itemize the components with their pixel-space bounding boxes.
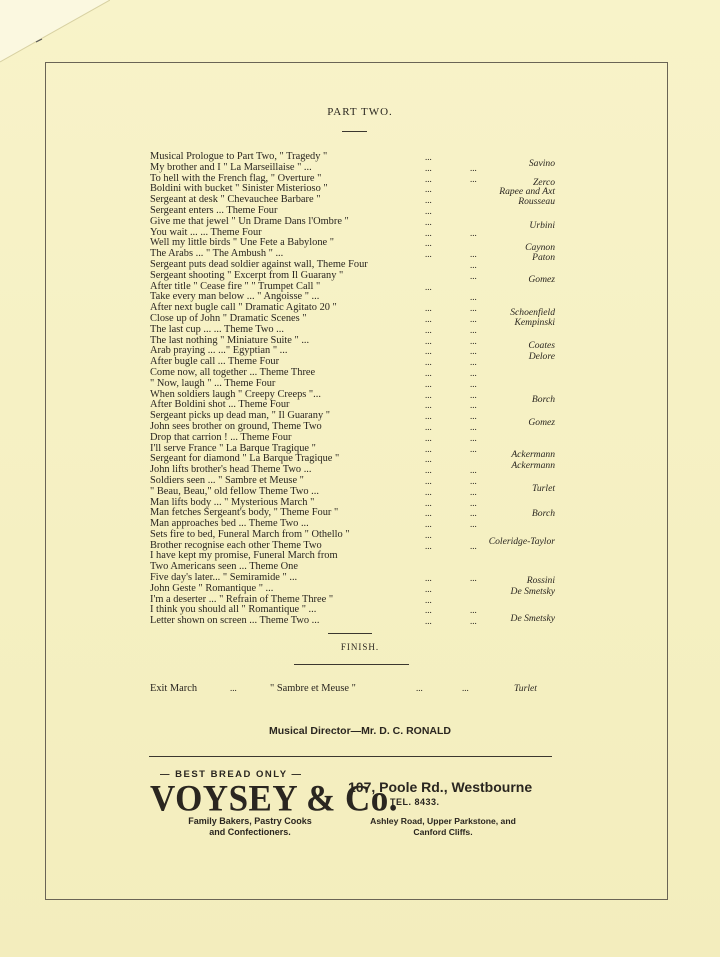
heading-rule: [342, 131, 367, 132]
part-heading: PART TWO.: [327, 106, 393, 118]
cue-leader-dots: ...: [470, 270, 477, 281]
composer-name: Kempinski: [514, 317, 555, 328]
cue-leader-dots: ...: [425, 465, 432, 476]
cue-leader-dots: ...: [470, 432, 477, 443]
cue-text: Man approaches bed ... Theme Two ...: [150, 518, 309, 530]
composer-name: De Smetsky: [510, 586, 555, 597]
cue-leader-dots: ...: [425, 411, 432, 422]
cue-leader-dots: ...: [425, 443, 432, 454]
composer-name: Rapee and Axt: [499, 186, 555, 197]
composer-name: Gomez: [528, 417, 555, 428]
composer-name: Savino: [528, 158, 555, 169]
cue-leader-dots: ...: [470, 162, 477, 173]
composer-column: [455, 152, 555, 632]
cue-leader-dots: ...: [425, 227, 432, 238]
cue-leader-dots: ...: [470, 486, 477, 497]
cue-text: To hell with the French flag, " Overture ": [150, 172, 322, 184]
exit-composer: Turlet: [514, 683, 537, 694]
composer-name: Schoenfield: [510, 307, 555, 318]
cue-leader-dots: ...: [470, 411, 477, 422]
cue-text: Sergeant picks up dead man, " Il Guarany ": [150, 410, 330, 422]
cue-leader-dots: ...: [470, 346, 477, 357]
cue-leader-dots: ...: [425, 508, 432, 519]
cue-text: Sets fire to bed, Funeral March from " Othello ": [150, 528, 350, 540]
cue-leader-dots: ...: [425, 519, 432, 530]
cue-text: Boldini with bucket " Sinister Misterioso ": [150, 183, 328, 195]
cue-text: After next bugle call " Dramatic Agitato 20 ": [150, 302, 337, 314]
composer-name: Borch: [531, 508, 555, 519]
cue-text: Man fetches Sergeant's body, " Theme Four ": [150, 507, 339, 519]
cue-text: John sees brother on ground, Theme Two: [150, 420, 322, 432]
cue-leader-dots: ...: [470, 249, 477, 260]
cue-text: You wait ... ... Theme Four: [150, 226, 262, 238]
composer-name: Borch: [531, 394, 555, 405]
cue-leader-dots: ...: [425, 378, 432, 389]
cue-text: I'll serve France " La Barque Tragique ": [150, 442, 316, 454]
exit-dots-1: ...: [230, 683, 237, 693]
cue-text: Close up of John " Dramatic Scenes ": [150, 312, 307, 324]
cue-text: The Arabs ... " The Ambush " ...: [150, 248, 284, 260]
cue-leader-dots: ...: [425, 454, 432, 465]
cue-leader-dots: ...: [470, 497, 477, 508]
cue-text: Man lifts body ... " Mysterious March ": [150, 496, 315, 508]
ad-branches-1: Ashley Road, Upper Parkstone, and: [370, 816, 516, 826]
cue-leader-dots: ...: [470, 421, 477, 432]
cue-text: Sergeant for diamond " La Barque Tragique ": [150, 453, 340, 465]
cue-leader-dots: ...: [425, 432, 432, 443]
ad-subtitle-1: Family Bakers, Pastry Cooks: [188, 816, 312, 826]
cue-leader-dots: ...: [470, 400, 477, 411]
cue-leader-dots: ...: [425, 497, 432, 508]
cue-leader-dots: ...: [470, 173, 477, 184]
cue-text: Brother recognise each other Theme Two: [150, 539, 322, 551]
composer-name: Zerco: [532, 177, 555, 188]
composer-name: Coleridge-Taylor: [488, 536, 555, 547]
cue-leader-dots: ...: [470, 357, 477, 368]
composer-name: Gomez: [528, 274, 555, 285]
cue-leader-dots: ...: [425, 238, 432, 249]
cue-text: After Boldini shot ... Theme Four: [150, 399, 290, 411]
cue-text: Letter shown on screen ... Theme Two ...: [150, 615, 320, 627]
cue-leader-dots: ...: [470, 335, 477, 346]
cue-leader-dots: ...: [470, 465, 477, 476]
cue-text: John lifts brother's head Theme Two ...: [150, 464, 312, 476]
composer-name: Coates: [528, 340, 555, 351]
cue-leader-dots: ...: [425, 389, 432, 400]
composer-name: Delore: [528, 351, 555, 362]
cue-text: Come now, all together ... Theme Three: [150, 366, 316, 378]
cue-text: Take every man below ... " Angoisse " ...: [150, 291, 320, 303]
cue-text: Five day's later... " Semiramide " ...: [150, 572, 298, 584]
cue-leader-dots: ...: [425, 162, 432, 173]
cue-leader-dots: ...: [425, 616, 432, 627]
cue-leader-dots: ...: [425, 573, 432, 584]
cue-leader-dots: ...: [470, 259, 477, 270]
cue-text: The last cup ... ... Theme Two ...: [150, 323, 284, 335]
composer-name: Paton: [532, 252, 555, 263]
cue-leader-dots: ...: [470, 324, 477, 335]
cue-leader-dots: ...: [425, 313, 432, 324]
cue-leader-dots: ...: [425, 346, 432, 357]
cue-text: The last nothing " Miniature Suite " ...: [150, 334, 310, 346]
cue-leader-dots: ...: [425, 475, 432, 486]
exit-title: " Sambre et Meuse ": [270, 683, 356, 694]
ad-company-name: VOYSEY & Co.: [150, 778, 399, 819]
cue-leader-dots: ...: [425, 249, 432, 260]
cue-leader-dots: ...: [470, 605, 477, 616]
cue-leader-dots: ...: [470, 616, 477, 627]
cue-leader-dots: ...: [425, 281, 432, 292]
cue-text: Sergeant enters ... Theme Four: [150, 204, 278, 216]
cue-text: After title " Cease fire " " Trumpet Call ": [150, 280, 321, 292]
cue-leader-dots: ...: [425, 583, 432, 594]
cue-leader-dots: ...: [425, 173, 432, 184]
ad-subtitle-2: and Confectioners.: [209, 827, 291, 837]
cue-leader-dots: ...: [425, 486, 432, 497]
ad-telephone: TEL. 8433.: [390, 797, 440, 807]
cue-text: Sergeant shooting " Excerpt from Il Guarany ": [150, 269, 344, 281]
cue-text: John Geste " Romantique " ...: [150, 582, 274, 594]
cue-text: When soldiers laugh " Creepy Creeps "...: [150, 388, 321, 400]
cue-text: Musical Prologue to Part Two, " Tragedy ": [150, 151, 328, 162]
composer-name: Turlet: [532, 483, 555, 494]
cue-leader-dots: ...: [425, 594, 432, 605]
cue-text: Sergeant at desk " Chevauchee Barbare ": [150, 194, 321, 206]
cue-leader-dots: ...: [425, 540, 432, 551]
cue-leader-dots: ...: [470, 443, 477, 454]
exit-label: Exit March: [150, 683, 198, 694]
exit-dots-3: ...: [462, 683, 469, 693]
cue-text: Arab praying ... ..." Egyptian " ...: [150, 345, 288, 357]
cue-text: " Now, laugh " ... Theme Four: [150, 377, 276, 389]
cue-leader-dots: ...: [470, 292, 477, 303]
composer-name: De Smetsky: [510, 613, 555, 624]
cue-leader-dots: ...: [470, 519, 477, 530]
cue-text: Drop that carrion ! ... Theme Four: [150, 431, 292, 443]
cue-leader-dots: ...: [425, 152, 432, 162]
cue-leader-dots: ...: [425, 184, 432, 195]
cue-leader-dots: ...: [425, 605, 432, 616]
cue-leader-dots: ...: [470, 227, 477, 238]
cue-leader-dots: ...: [470, 313, 477, 324]
cue-leader-dots: ...: [470, 573, 477, 584]
cue-leader-dots: ...: [425, 367, 432, 378]
composer-name: Urbini: [529, 220, 555, 231]
cue-leader-dots: ...: [425, 421, 432, 432]
ad-branches-2: Canford Cliffs.: [413, 827, 473, 837]
cue-leader-dots: ...: [470, 475, 477, 486]
composer-name: Rousseau: [518, 196, 555, 207]
cue-text: " Beau, Beau," old fellow Theme Two ...: [150, 485, 319, 497]
finis-rule-top: [328, 633, 372, 634]
cue-leader-dots: ...: [425, 216, 432, 227]
cue-leader-dots: ...: [470, 303, 477, 314]
cue-leader-dots: ...: [470, 367, 477, 378]
cue-leader-dots: ...: [470, 378, 477, 389]
cue-leader-dots: ...: [470, 508, 477, 519]
cue-text: Well my little birds " Une Fete a Babylone ": [150, 237, 334, 249]
composer-name: Ackermann: [511, 449, 555, 460]
cue-leader-dots: ...: [425, 357, 432, 368]
composer-name: Rossini: [526, 575, 555, 586]
finis-label: FINISH.: [340, 642, 380, 652]
ad-address: 107, Poole Rd., Westbourne: [348, 779, 533, 795]
finis-rule-bottom: [294, 664, 409, 665]
cue-text: My brother and I " La Marseillaise " ...: [150, 161, 312, 173]
exit-dots-2: ...: [416, 683, 423, 693]
composer-name: Ackermann: [511, 460, 555, 471]
cue-leader-dots: ...: [425, 335, 432, 346]
cue-text: After bugle call ... Theme Four: [150, 356, 280, 368]
cue-text: I'm a deserter ... " Refrain of Theme Three ": [150, 593, 334, 605]
cue-leader-dots: ...: [470, 540, 477, 551]
musical-director: Musical Director—Mr. D. C. RONALD: [268, 725, 452, 737]
cue-leader-dots: ...: [425, 400, 432, 411]
cue-text: Give me that jewel " Un Drame Dans l'Ombre ": [150, 215, 349, 227]
cue-text: I have kept my promise, Funeral March from: [150, 550, 338, 562]
director-rule: [149, 756, 552, 757]
cue-leader-dots: ...: [425, 324, 432, 335]
cue-leader-dots: ...: [425, 195, 432, 206]
cue-leader-dots: ...: [425, 303, 432, 314]
cue-text: Soldiers seen ... " Sambre et Meuse ": [150, 474, 304, 486]
ad-tagline: — BEST BREAD ONLY —: [160, 769, 303, 780]
composer-name: Caynon: [525, 242, 555, 253]
cue-text: Sergeant puts dead soldier against wall, Theme Four: [150, 258, 368, 270]
cue-leader-dots: ...: [470, 389, 477, 400]
cue-text: Two Americans seen ... Theme One: [150, 561, 298, 573]
cue-leader-dots: ...: [425, 529, 432, 540]
cue-text: I think you should all " Romantique " ...: [150, 604, 317, 616]
cue-leader-dots: ...: [425, 205, 432, 216]
